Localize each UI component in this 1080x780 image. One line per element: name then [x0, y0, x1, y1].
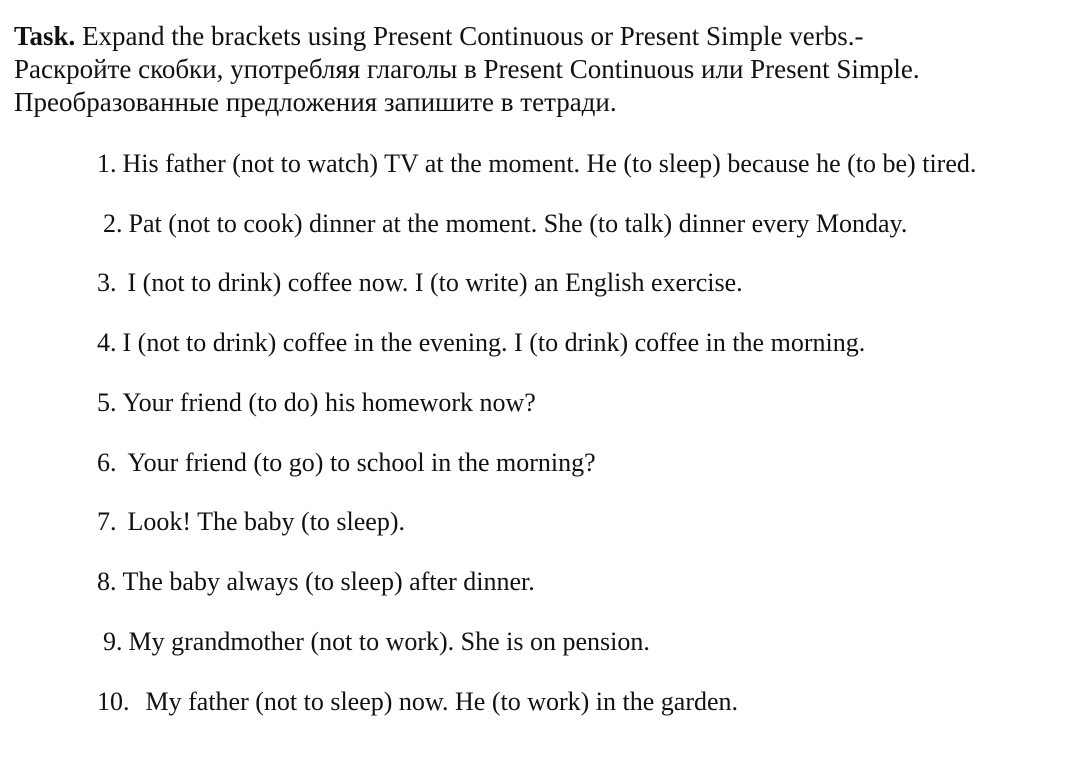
- exercise-text: His father (not to watch) TV at the moment. He (to sleep) because he (to be) tired.: [122, 149, 977, 178]
- instruction-english-text: Expand the brackets using Present Continuous or Present Simple verbs.-: [82, 21, 864, 51]
- exercise-item: [97, 686, 738, 718]
- exercise-text: My grandmother (not to work). She is on pension.: [128, 627, 650, 656]
- exercise-item: [103, 626, 650, 658]
- exercise-number: 4.: [97, 328, 117, 357]
- instruction-line-russian: Раскройте скобки, употребляя глаголы в Present Continuous или Present Simple.: [14, 54, 920, 84]
- exercise-text: Your friend (to do) his homework now?: [122, 388, 536, 417]
- exercise-number: 6.: [97, 448, 117, 477]
- task-label: Task.: [14, 21, 76, 51]
- exercise-number: 7.: [97, 507, 117, 536]
- exercise-number: 8.: [97, 567, 117, 596]
- exercise-number: 1.: [97, 149, 117, 178]
- exercise-text: Your friend (to go) to school in the morning?: [127, 448, 596, 477]
- exercise-text: My father (not to sleep) now. He (to work) in the garden.: [145, 687, 739, 716]
- exercise-number: 5.: [97, 388, 117, 417]
- exercise-text: I (not to drink) coffee now. I (to write) an English exercise.: [127, 268, 743, 297]
- exercise-item: [97, 506, 405, 538]
- exercise-number: 2.: [103, 209, 123, 238]
- exercise-text: I (not to drink) coffee in the evening. I (to drink) coffee in the morning.: [122, 328, 866, 357]
- exercise-item: [97, 566, 535, 598]
- exercise-item: [97, 447, 596, 479]
- exercise-text: Look! The baby (to sleep).: [127, 507, 405, 536]
- exercise-item: [97, 387, 536, 419]
- exercise-item: [103, 208, 907, 240]
- exercise-number: 9.: [103, 627, 123, 656]
- instruction-line-notebook: Преобразованные предложения запишите в тетради.: [14, 87, 617, 117]
- exercise-item: [97, 327, 865, 359]
- exercise-text: Pat (not to cook) dinner at the moment. She (to talk) dinner every Monday.: [128, 209, 908, 238]
- exercise-number: 3.: [97, 268, 117, 297]
- exercise-text: The baby always (to sleep) after dinner.: [122, 567, 535, 596]
- exercise-item: [97, 148, 976, 180]
- exercise-number: 10.: [97, 687, 130, 716]
- exercise-item: [97, 267, 743, 299]
